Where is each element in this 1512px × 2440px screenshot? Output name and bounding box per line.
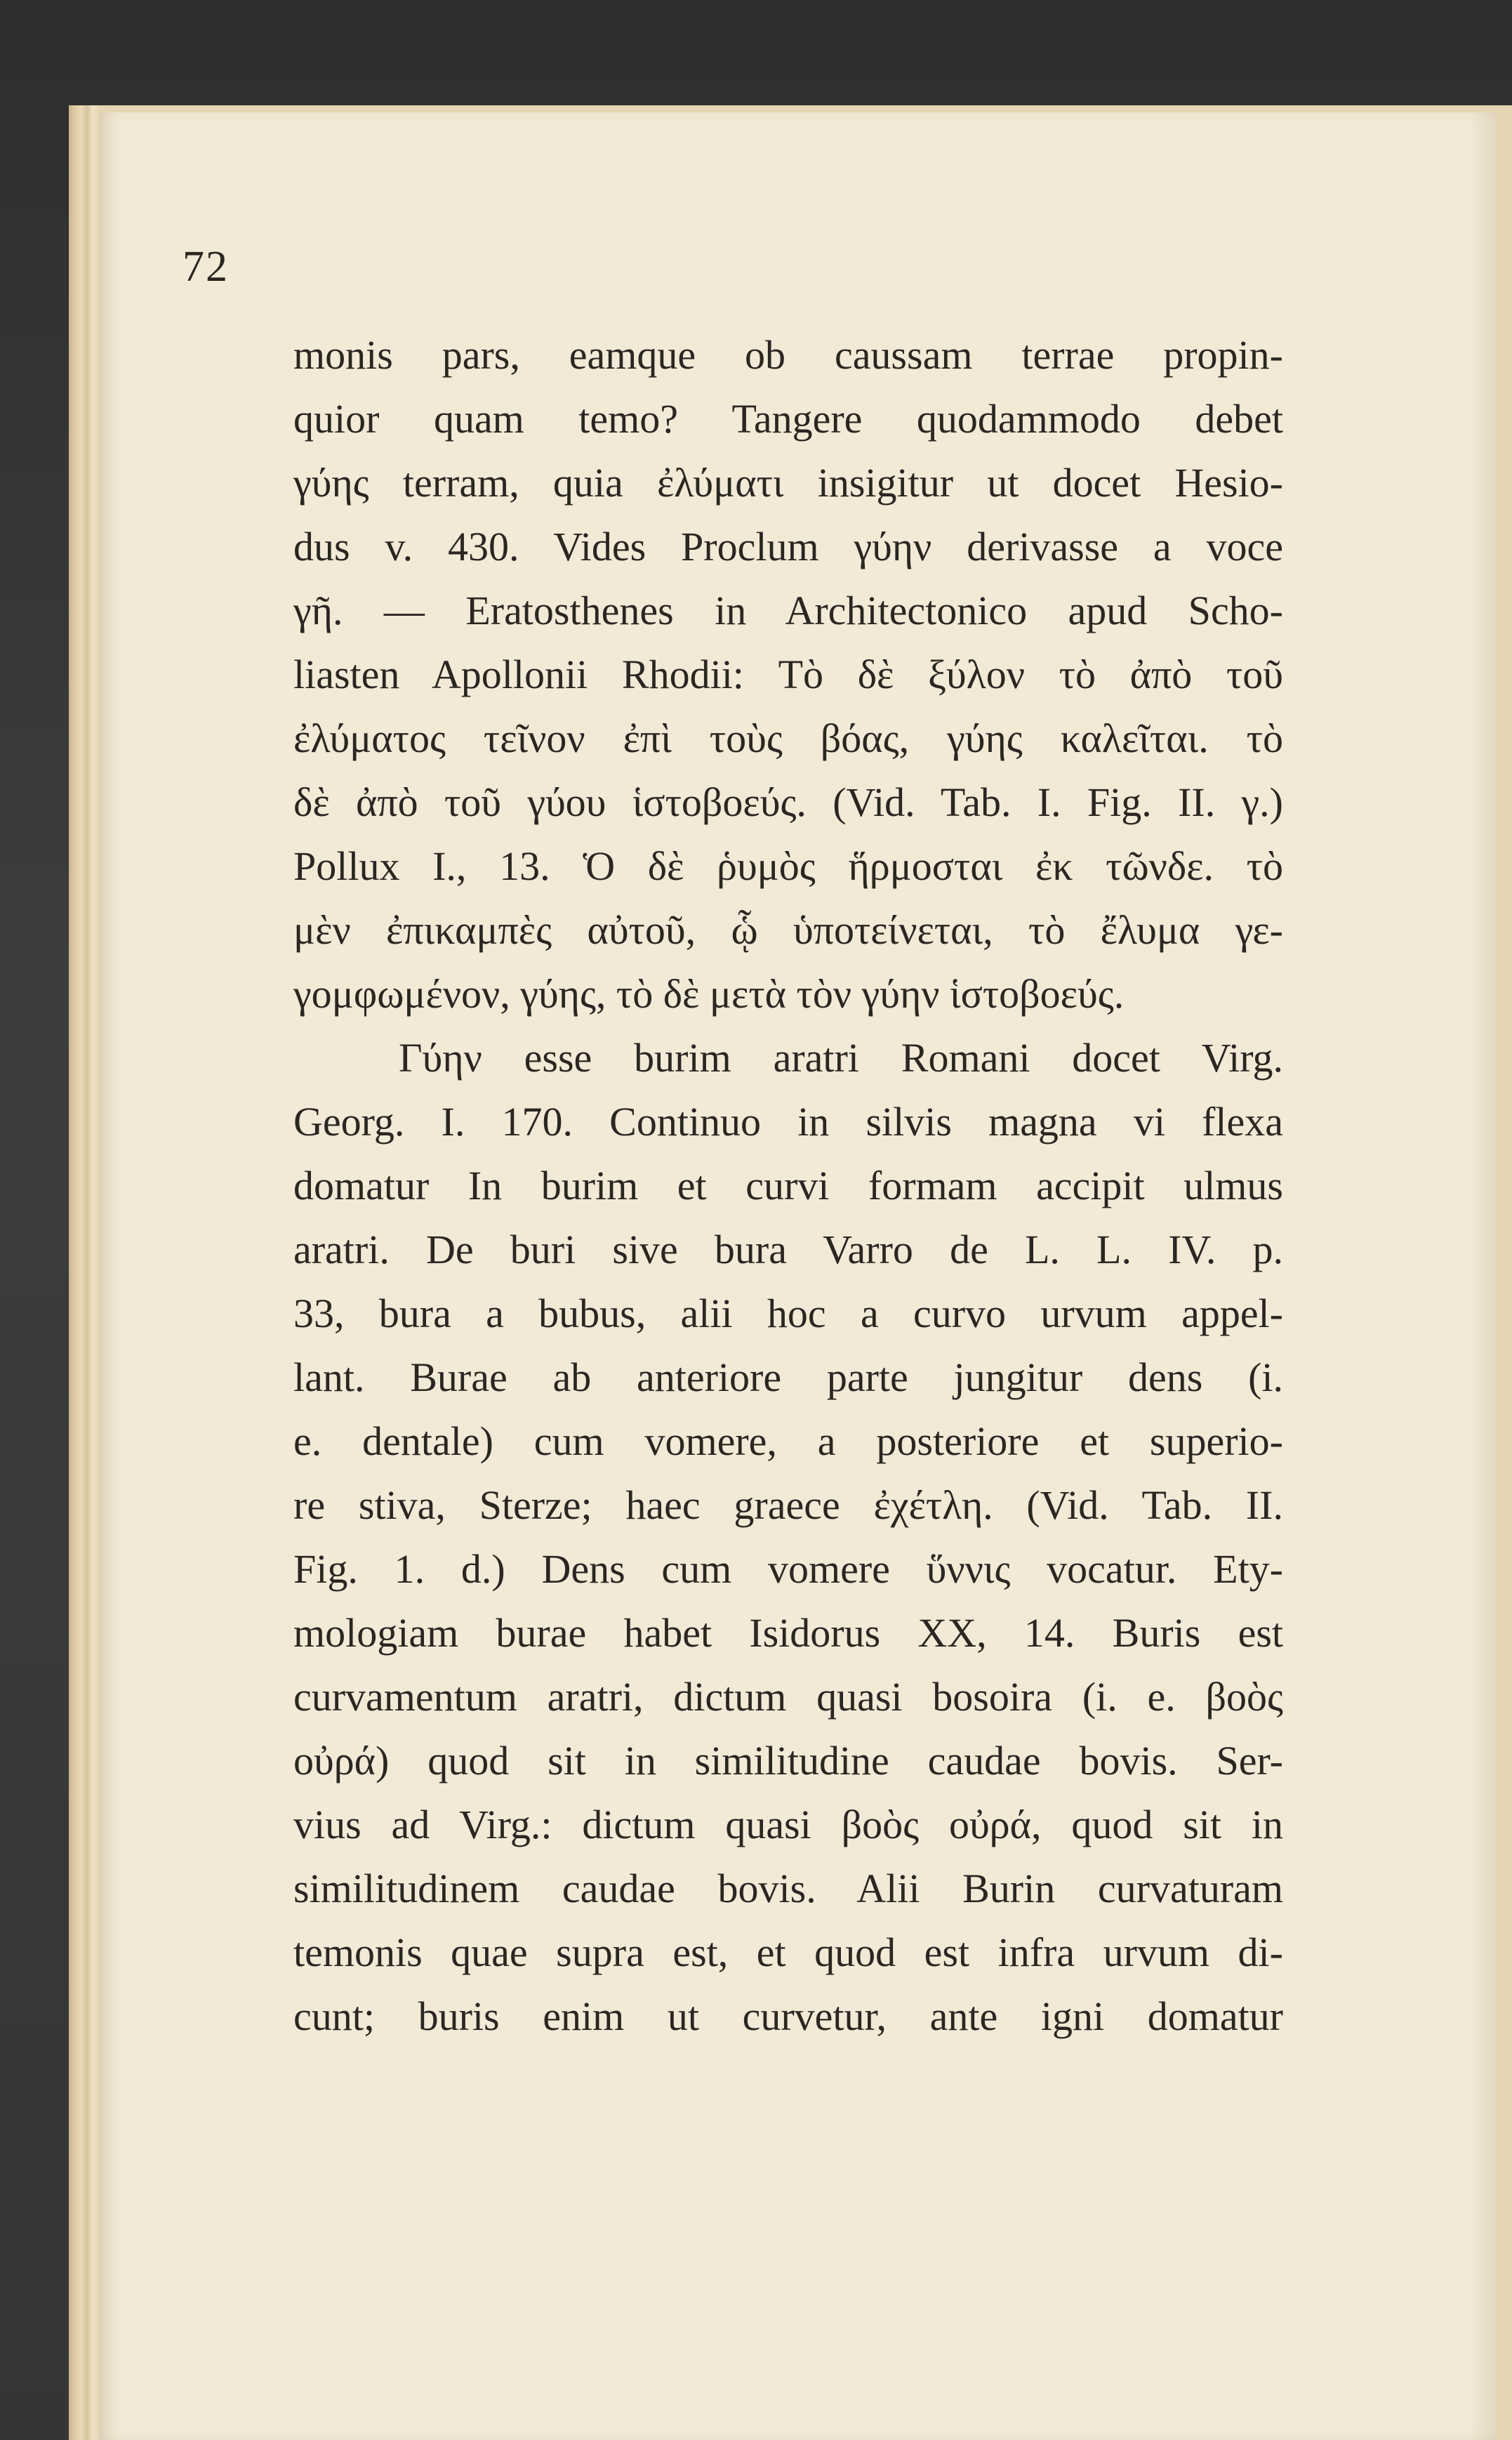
text-line: quior quam temo? Tangere quodammodo debet [293, 396, 1283, 442]
text-line: δὲ ἀπὸ τοῦ γύου ἱστοβοεύς. (Vid. Tab. I. Fig. II. γ.) [293, 779, 1283, 825]
text-line: ἐλύματος τεῖνον ἐπὶ τοὺς βόας, γύης καλεῖται. τὸ [293, 715, 1283, 761]
text-line: Fig. 1. d.) Dens cum vomere ὕννις vocatur. Ety- [293, 1546, 1283, 1592]
text-line: temonis quae supra est, et quod est infra urvum di- [293, 1930, 1283, 1975]
text-line: Georg. I. 170. Continuo in silvis magna vi flexa [293, 1099, 1283, 1145]
text-line: cunt; buris enim ut curvetur, ante igni domatur [293, 1993, 1283, 2039]
text-line: mologiam burae habet Isidorus XX, 14. Buris est [293, 1610, 1283, 1656]
text-line: liasten Apollonii Rhodii: Τὸ δὲ ξύλον τὸ ἀπὸ τοῦ [293, 652, 1283, 697]
page-gutter-shadow [1468, 112, 1497, 2440]
body-text [293, 323, 1283, 2048]
text-line: similitudinem caudae bovis. Alii Burin curvaturam [293, 1866, 1283, 1911]
text-line: aratri. De buri sive bura Varro de L. L. IV. p. [293, 1227, 1283, 1272]
text-line: lant. Burae ab anteriore parte jungitur dens (i. [293, 1354, 1283, 1400]
text-line: monis pars, eamque ob caussam terrae propin- [293, 332, 1283, 378]
text-line: curvamentum aratri, dictum quasi bosoira (i. e. βοὸς [293, 1674, 1283, 1720]
text-line: vius ad Virg.: dictum quasi βοὸς οὐρά, quod sit in [293, 1802, 1283, 1847]
text-line: Pollux I., 13. Ὁ δὲ ῥυμὸς ἥρμοσται ἐκ τῶνδε. τὸ [293, 843, 1283, 889]
text-line: μὲν ἐπικαμπὲς αὐτοῦ, ᾧ ὑποτείνεται, τὸ ἔλυμα γε- [293, 907, 1283, 953]
text-line: re stiva, Sterze; haec graece ἐχέτλη. (Vid. Tab. II. [293, 1482, 1283, 1528]
text-line: γομφωμένον, γύης, τὸ δὲ μετὰ τὸν γύην ἱστοβοεύς. [293, 971, 1125, 1017]
text-line: 33, bura a bubus, alii hoc a curvo urvum appel- [293, 1291, 1283, 1336]
page-number: 72 [183, 243, 229, 291]
text-line: οὐρά) quod sit in similitudine caudae bovis. Ser- [293, 1738, 1283, 1783]
text-line: domatur In burim et curvi formam accipit ulmus [293, 1163, 1283, 1208]
text-line: γῆ. — Eratosthenes in Architectonico apud Scho- [293, 588, 1283, 633]
text-line: dus v. 430. Vides Proclum γύην derivasse a voce [293, 524, 1283, 569]
text-line: e. dentale) cum vomere, a posteriore et superio- [293, 1418, 1283, 1464]
text-line: γύης terram, quia ἐλύματι insigitur ut docet Hesio- [293, 460, 1283, 506]
text-line: Γύην esse burim aratri Romani docet Virg. [399, 1035, 1283, 1081]
